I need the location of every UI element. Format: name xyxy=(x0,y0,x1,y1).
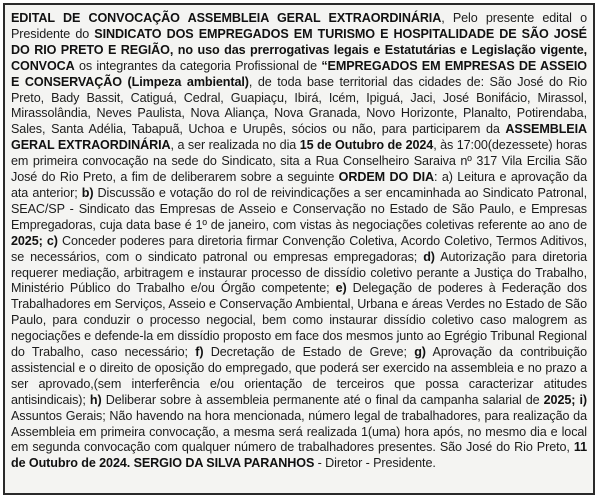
agenda-letter: g) xyxy=(414,345,426,360)
agenda-letter: h) xyxy=(89,392,102,407)
notice-box xyxy=(3,3,595,495)
agenda-letter: d) xyxy=(423,249,435,264)
agenda-year-h: 2025; xyxy=(543,392,576,407)
quorum-text: Não havendo na hora mencionada, número legal de trabalhadores, para realização da Assembleia em primeira convocação, a mesma será realizada 1(uma) hora após, no mesmo dia e local em segunda convocação com qualquer número de trabalhadores presentes. São José do Rio Preto, xyxy=(11,408,587,455)
agenda-text: Decretação de Estado de Greve; xyxy=(203,345,415,360)
agenda-text: Conceder poderes para diretoria firmar Convenção Coletiva, Acordo Coletivo, Termos Aditivos, se necessários, com o sindicato patronal ou empresas empregadoras; xyxy=(11,233,587,264)
notice-intro: , Pelo presente edital o Presidente do xyxy=(11,11,587,41)
agenda-year-b: 2025; xyxy=(11,233,43,248)
when-prefix: , a ser realizada no dia xyxy=(170,138,300,153)
agenda-item-h xyxy=(90,393,580,407)
legal-basis: , no uso das prerrogativas legais e Estatutárias e Legislação vigente, CONVOCA xyxy=(11,42,588,73)
signing-date: 11 de Outubro de 2024. xyxy=(11,440,587,471)
agenda-letter: e) xyxy=(335,281,347,296)
agenda-text: Autorização para diretoria requerer mediação, arbitragem e instaurar processo de dissídio coletivo perante a Justiça do Trabalho, Ministério Público do Trabalho e/ou Órgão competente; xyxy=(11,249,587,296)
agenda-label: ORDEM DO DIA xyxy=(338,170,434,185)
assembly-date: 15 de Outubro de 2024 xyxy=(299,138,434,153)
when-suffix: , às 17:00(dezessete) horas em primeira convocação na sede do Sindicato, sita a Rua Conselheiro Saraiva nº 317 Vila Ercilia São José do Rio Preto, a fim de deliberarem sobre a seguinte xyxy=(11,138,587,185)
category-intro: os integrantes da categoria Profissional de xyxy=(74,58,322,73)
agenda-text: Assuntos Gerais; xyxy=(11,408,110,423)
agenda-text: Aprovação da contribuição assistencial e o direito de oposição do empregado, que poderá ser exercido na assembleia e no prazo a ser aprovado,(sem interferência e/ou orientação de terceiros que possa caracterizar atitudes antisindicais); xyxy=(11,345,587,407)
union-name: SINDICATO DOS EMPREGADOS EM TURISMO E HOSPITALIDADE DE SÃO JOSÉ DO RIO PRETO E REGIÃO xyxy=(11,26,587,57)
agenda-item-f xyxy=(195,345,414,359)
notice-title: EDITAL DE CONVOCAÇÃO ASSEMBLEIA GERAL EXTRAORDINÁRIA xyxy=(11,11,442,25)
territory-list: , de toda base territorial das cidades de: São José do Rio Preto, Bady Bassit, Catiguá, Cedral, Guapiaçu, Ibirá, Icém, Ipiguá, Jaci, José Bonifácio, Mirassol, Mirassolândia, Neves Paulista, Nova Aliança, Nova Granada, Novo Horizonte, Planalto, Potirendaba, Sales, Santa Adélia, Tabapuã, Uchoa e Urupês, sócios ou não, para participarem da xyxy=(11,74,588,137)
agenda-text: Delegação de poderes à Federação dos Trabalhadores em Serviços, Asseio e Conservação Ambiental, Urbana e áreas Verdes no Estado de São Paulo, para conduzir o processo negocial, bem como instaurar dissídio coletivo caso malogrem as negociações e defende-la em dissídio proposto em face dos mesmos junto ao Egrégio Tribunal Regional do Trabalho, caso necessário; xyxy=(11,281,587,360)
agenda-text: Discussão e votação do rol de reivindicações a ser encaminhada ao Sindicato Patronal, SEAC/SP - Sindicato das Empresas de Asseio e Conservação no Estado de São Paulo, e Empresas Empregadoras, cuja data base é 1º de janeiro, com vistas às negociações coletivas referente ao ano de xyxy=(11,185,587,232)
signatory-role: - Diretor - Presidente. xyxy=(314,456,436,471)
assembly-name: ASSEMBLEIA GERAL EXTRAORDINÁRIA xyxy=(11,122,587,153)
agenda-text: Deliberar sobre à assembleia permanente até o final da campanha salarial de xyxy=(101,392,544,407)
agenda-text: Leitura e aprovação da ata anterior; xyxy=(11,170,587,200)
agenda-letter: f) xyxy=(195,345,204,360)
agenda-letter: i) xyxy=(579,392,587,407)
category-name: “EMPREGADOS EM EMPRESAS DE ASSEIO E CONSERVAÇÃO (Limpeza ambiental) xyxy=(11,58,587,89)
signatory-name: SERGIO DA SILVA PARANHOS xyxy=(130,456,315,471)
agenda-letter: b) xyxy=(81,185,94,200)
agenda-letter: a) xyxy=(441,170,453,185)
notice-body: EDITAL DE CONVOCAÇÃO ASSEMBLEIA GERAL EXTRAORDINÁRIA, Pelo presente edital o Presidente do SINDICATO DOS EMPREGADOS EM TURISMO E HOSPITALIDADE DE SÃO JOSÉ DO RIO PRETO E REGIÃO, no uso das prerrogativas legais e Estatutárias e Legislação vigente, CONVOCA os integrantes da categoria Profissional de “EMPREGADOS EM EMPRESAS DE ASSEIO E CONSERVAÇÃO (Limpeza ambiental), de toda base territorial das cidades de: São José do Rio Preto, Bady Bassit, Catiguá, Cedral, Guapiaçu, Ibirá, Icém, Ipiguá, Jaci, José Bonifácio, Mirassol, Mirassolândia, Neves Paulista, Nova Aliança, Nova Granada, Novo Horizonte, Planalto, Potirendaba, Sales, Santa Adélia, Tabapuã, Uchoa e Urupês, sócios ou não, para participarem da ASSEMBLEIA GERAL EXTRAORDINÁRIA, a ser realizada no dia 15 de Outubro de 2024, às 17:00(dezessete) horas em primeira convocação na sede do Sindicato, sita a Rua Conselheiro Saraiva nº 317 Vila Ercilia São José do Rio Preto, a fim de deliberarem sobre a seguinte ORDEM DO DIA: a) Leitura e aprovação da ata anterior; b) Discussão e votação do rol de reivindicações a ser encaminhada ao Sindicato Patronal, SEAC/SP - Sindicato das Empresas de Asseio e Conservação no Estado de São Paulo, e Empresas Empregadoras, cuja data base é 1º de janeiro, com vistas às negociações coletivas referente ao ano de 2025; c) Conceder poderes para diretoria firmar Convenção Coletiva, Acordo Coletivo, Termos Aditivos, se necessários, com o sindicato patronal ou empresas empregadoras; d) Autorização para diretoria requerer mediação, arbitragem e instaurar processo de dissídio coletivo perante a Justiça do Trabalho, Ministério Público do Trabalho e/ou Órgão competente; e) Delegação de poderes à Federação dos Trabalhadores em Serviços, Asseio e Conservação Ambiental, Urbana e áreas Verdes no Estado de São Paulo, para conduzir o processo negocial, bem como instaurar dissídio coletivo caso malogrem as negociações e defende-la em dissídio proposto em face dos mesmos junto ao Egrégio Tribunal Regional do Trabalho, caso necessário; f) Decretação de Estado de Greve; g) Aprovação da contribuição assistencial e o direito de oposição do empregado, que poderá ser exercido na assembleia e no prazo a ser aprovado,(sem interferência e/ou orientação de terceiros que possa caracterizar atitudes antisindicais); h) Deliberar sobre à assembleia permanente até o final da campanha salarial de 2025; i) Assuntos Gerais; Não havendo na hora mencionada, número legal de trabalhadores, para realização da Assembleia em primeira convocação, a mesma será realizada 1(uma) hora após, no mesmo dia e local em segunda convocação com qualquer número de trabalhadores presentes. São José do Rio Preto, 11 de Outubro de 2024. SERGIO DA SILVA PARANHOS - Diretor - Presidente. xyxy=(11,11,588,471)
agenda-letter: c) xyxy=(46,233,58,248)
